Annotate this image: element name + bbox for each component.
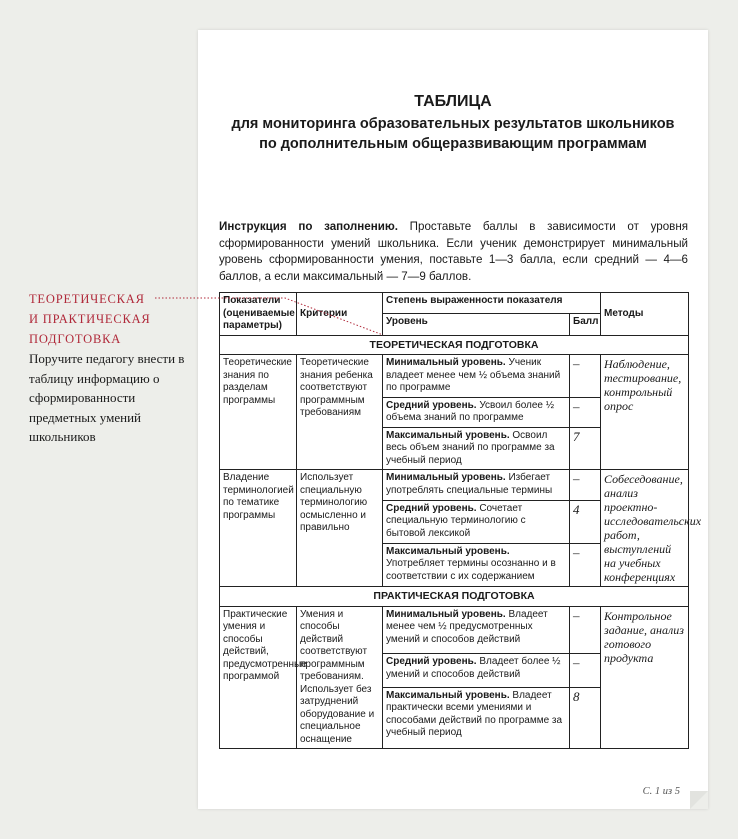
margin-note-text: Поручите педагогу внести в таблицу информацию о сформированности предметных умений школьников — [29, 351, 185, 444]
margin-heading-line-1: ТЕОРЕТИЧЕСКАЯ — [29, 292, 145, 306]
methods-cell: Контрольное задание, анализ готового продукта — [601, 606, 689, 749]
level-text: Владеет менее чем ½ предусмотренных умений и способов действий — [386, 608, 548, 645]
margin-heading-line-2: И ПРАКТИЧЕСКАЯ — [29, 312, 151, 326]
margin-heading-line-3: ПОДГОТОВКА — [29, 332, 122, 346]
methods-cell: Наблюдение, тестирование, контрольный опрос — [601, 355, 689, 470]
score-cell: – — [570, 606, 601, 654]
level-label: Минимальный уровень. — [386, 472, 506, 483]
header-degree: Степень выраженности показателя — [383, 293, 601, 314]
fill-instruction — [219, 219, 688, 285]
margin-note-heading — [29, 289, 189, 349]
score-cell: – — [570, 654, 601, 688]
header-score: Балл — [570, 314, 601, 335]
margin-note — [29, 289, 189, 447]
score-cell: 7 — [570, 427, 601, 470]
header-criteria: Критерии — [297, 293, 383, 336]
level-label: Минимальный уровень. — [386, 608, 506, 620]
score-cell: – — [570, 355, 601, 398]
level-label: Средний уровень. — [386, 502, 477, 514]
criterion-cell: Использует специальную терминологию осмысленно и правильно — [297, 470, 383, 587]
criterion-cell: Теоретические знания ребенка соответствуют программным требованиям — [297, 355, 383, 470]
header-methods: Методы — [601, 293, 689, 336]
level-label: Минимальный уровень. — [386, 357, 506, 368]
level-cell — [383, 654, 570, 688]
page-number: С. 1 из 5 — [642, 786, 680, 797]
level-cell — [383, 355, 570, 398]
section-title-practice: ПРАКТИЧЕСКАЯ ПОДГОТОВКА — [220, 587, 689, 607]
level-text: Ученик владеет менее чем ½ объема знаний по программе — [386, 357, 561, 393]
table-row — [220, 355, 689, 398]
page-curl-corner — [690, 791, 708, 809]
table-row — [220, 606, 689, 654]
level-label: Максимальный уровень. — [386, 689, 510, 701]
indicator-cell: Теоретические знания по разделам программы — [220, 355, 297, 470]
monitoring-table — [219, 292, 702, 749]
table-row — [220, 470, 689, 501]
level-text: Владеет более ½ умений и способов действий — [386, 656, 561, 680]
level-label: Максимальный уровень. — [386, 545, 510, 557]
level-text: Избегает употреблять специальные термины — [386, 472, 553, 496]
section-row — [220, 587, 689, 607]
indicator-cell: Практические умения и способы действий, предусмотренные программой — [220, 606, 297, 749]
header-row-1 — [220, 293, 689, 314]
methods-cell: Собеседование, анализ проектно-исследовательских работ, выступлений на учебных конференциях — [601, 470, 689, 587]
level-cell — [383, 500, 570, 543]
level-cell — [383, 543, 570, 586]
title-line-3: по дополнительным общеразвивающим программам — [259, 136, 647, 152]
score-cell: 8 — [570, 687, 601, 748]
score-cell: 4 — [570, 500, 601, 543]
instruction-text: Проставьте баллы в зависимости от уровня сформированности умений школьника. Если ученик демонстрирует минимальный уровень сформированности умения, поставьте 1—3 балла, если средний — 4—6 баллов, а если максимальный — 7—9 баллов. — [219, 220, 688, 283]
level-label: Средний уровень. — [386, 399, 477, 411]
level-text: Употребляет термины осознанно и в соответствии с их содержанием — [386, 558, 556, 582]
instruction-label: Инструкция по заполнению. — [219, 220, 398, 233]
level-text: Усвоил более ½ объема знаний по программе — [386, 399, 555, 423]
section-title-theory: ТЕОРЕТИЧЕСКАЯ ПОДГОТОВКА — [220, 335, 689, 355]
score-cell: – — [570, 470, 601, 501]
level-cell — [383, 427, 570, 470]
level-cell — [383, 606, 570, 654]
level-text: Владеет практически всеми умениями и способами действий по программе за учебный период — [386, 689, 563, 739]
level-cell — [383, 687, 570, 748]
score-cell: – — [570, 397, 601, 427]
level-text: Сочетает специальную терминологию с бытовой лексикой — [386, 502, 526, 539]
document-page — [198, 30, 708, 809]
title-line-2: для мониторинга образовательных результатов школьников — [231, 116, 675, 132]
level-text: Освоил весь объем знаний по программе за учебный период — [386, 429, 555, 466]
header-indicators: Показатели (оцениваемые параметры) — [220, 293, 297, 336]
level-cell — [383, 397, 570, 427]
section-row — [220, 335, 689, 355]
indicator-cell: Владение терминологией по тематике программы — [220, 470, 297, 587]
level-label: Средний уровень. — [386, 656, 477, 667]
level-label: Максимальный уровень. — [386, 429, 510, 441]
level-cell — [383, 470, 570, 501]
document-title — [198, 92, 708, 154]
title-line-1: ТАБЛИЦА — [414, 93, 492, 110]
criterion-cell: Умения и способы действий соответствуют программным требованиям. Использует без затруднений оборудование и специальное оснащение — [297, 606, 383, 749]
score-cell: – — [570, 543, 601, 586]
header-level: Уровень — [383, 314, 570, 335]
